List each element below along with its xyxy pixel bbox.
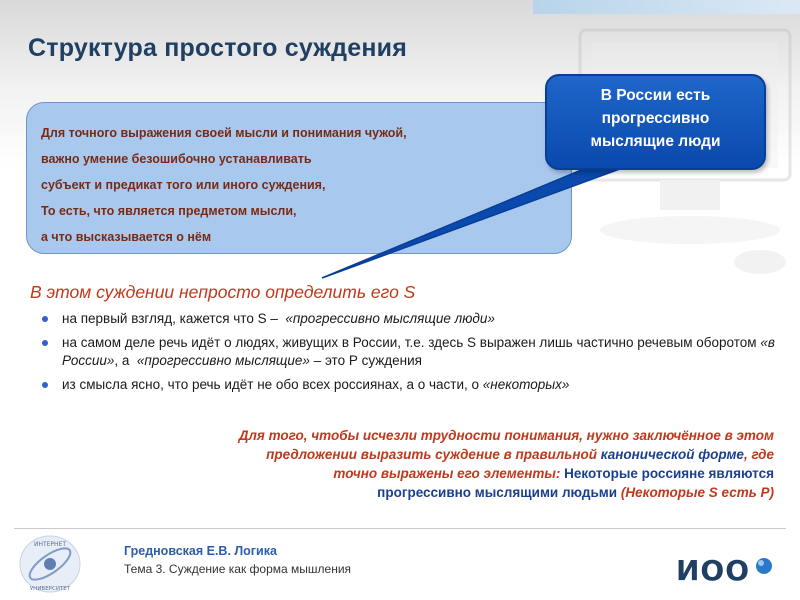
bullet-quote: «некоторых» [482,377,570,392]
bullet-text: – это Р суждения [313,353,422,368]
conclusion-line: Для того, чтобы исчезли трудности понимания, нужно заключённое в этом [238,428,774,443]
conclusion-line [40,483,774,502]
info-line: а что высказывается о нём [41,230,212,244]
conclusion-text [40,426,774,502]
conclusion-fragment: предложении выразить суждение в правильной [266,447,597,462]
conclusion-fragment: прогрессивно мыслящими людьми [377,485,618,500]
conclusion-fragment: канонической форме [600,447,744,462]
conclusion-fragment: точно выражены его элементы: [333,466,561,481]
callout-line: мыслящие люди [590,133,721,150]
bullet-dot-icon [42,382,48,388]
bullet-text: на самом деле речь идёт о людях, живущих в России, т.е. здесь S выражен лишь частично речевым оборотом [62,335,757,350]
footer-topic: Тема 3. Суждение как форма мышления [124,562,352,576]
bullet-text: на первый взгляд, кажется что S – [62,311,278,326]
conclusion-line [40,464,774,483]
bullet-dot-icon [42,316,48,322]
bullet-text: из смысла ясно, что речь идёт не обо всех россиянах, а о части, о [62,377,480,392]
info-line: То есть, что является предметом мысли, [41,204,297,218]
info-line: субъект и предикат того или иного суждения, [41,178,326,192]
callout-line: В России есть [600,87,711,104]
footer-divider [14,528,786,529]
bullet-item [40,376,780,394]
bullet-quote: «в России» [62,335,775,368]
bullet-dot-icon [42,340,48,346]
conclusion-fragment: (Некоторые S есть Р) [620,485,774,500]
callout-box [545,74,766,170]
logo-globe-icon [754,556,774,576]
callout-line: прогрессивно [601,110,710,127]
slide-title: Структура простого суждения [28,34,407,62]
info-line: важно умение безошибочно устанавливать [41,152,312,166]
bullet-item [40,310,780,328]
conclusion-line [40,445,774,464]
subheading: В этом суждении непросто определить его S [30,282,416,302]
conclusion-fragment: , где [743,447,774,462]
bullet-text: , а [114,353,130,368]
university-logo-icon [12,532,88,596]
bullet-item [40,334,780,370]
bullet-quote: «прогрессивно мыслящие люди» [285,311,495,326]
svg-text:УНИВЕРСИТЕТ: УНИВЕРСИТЕТ [29,586,71,592]
bullet-quote: «прогрессивно мыслящие» [136,353,310,368]
bullet-list [40,310,780,400]
svg-text:ИНТЕРНЕТ: ИНТЕРНЕТ [33,541,67,548]
iodo-logo: ИОО [676,554,751,587]
info-line: Для точного выражения своей мысли и понимания чужой, [41,126,407,140]
footer-author: Гредновская Е.В. Логика [124,544,277,558]
conclusion-fragment: Некоторые россияне являются [564,466,774,481]
